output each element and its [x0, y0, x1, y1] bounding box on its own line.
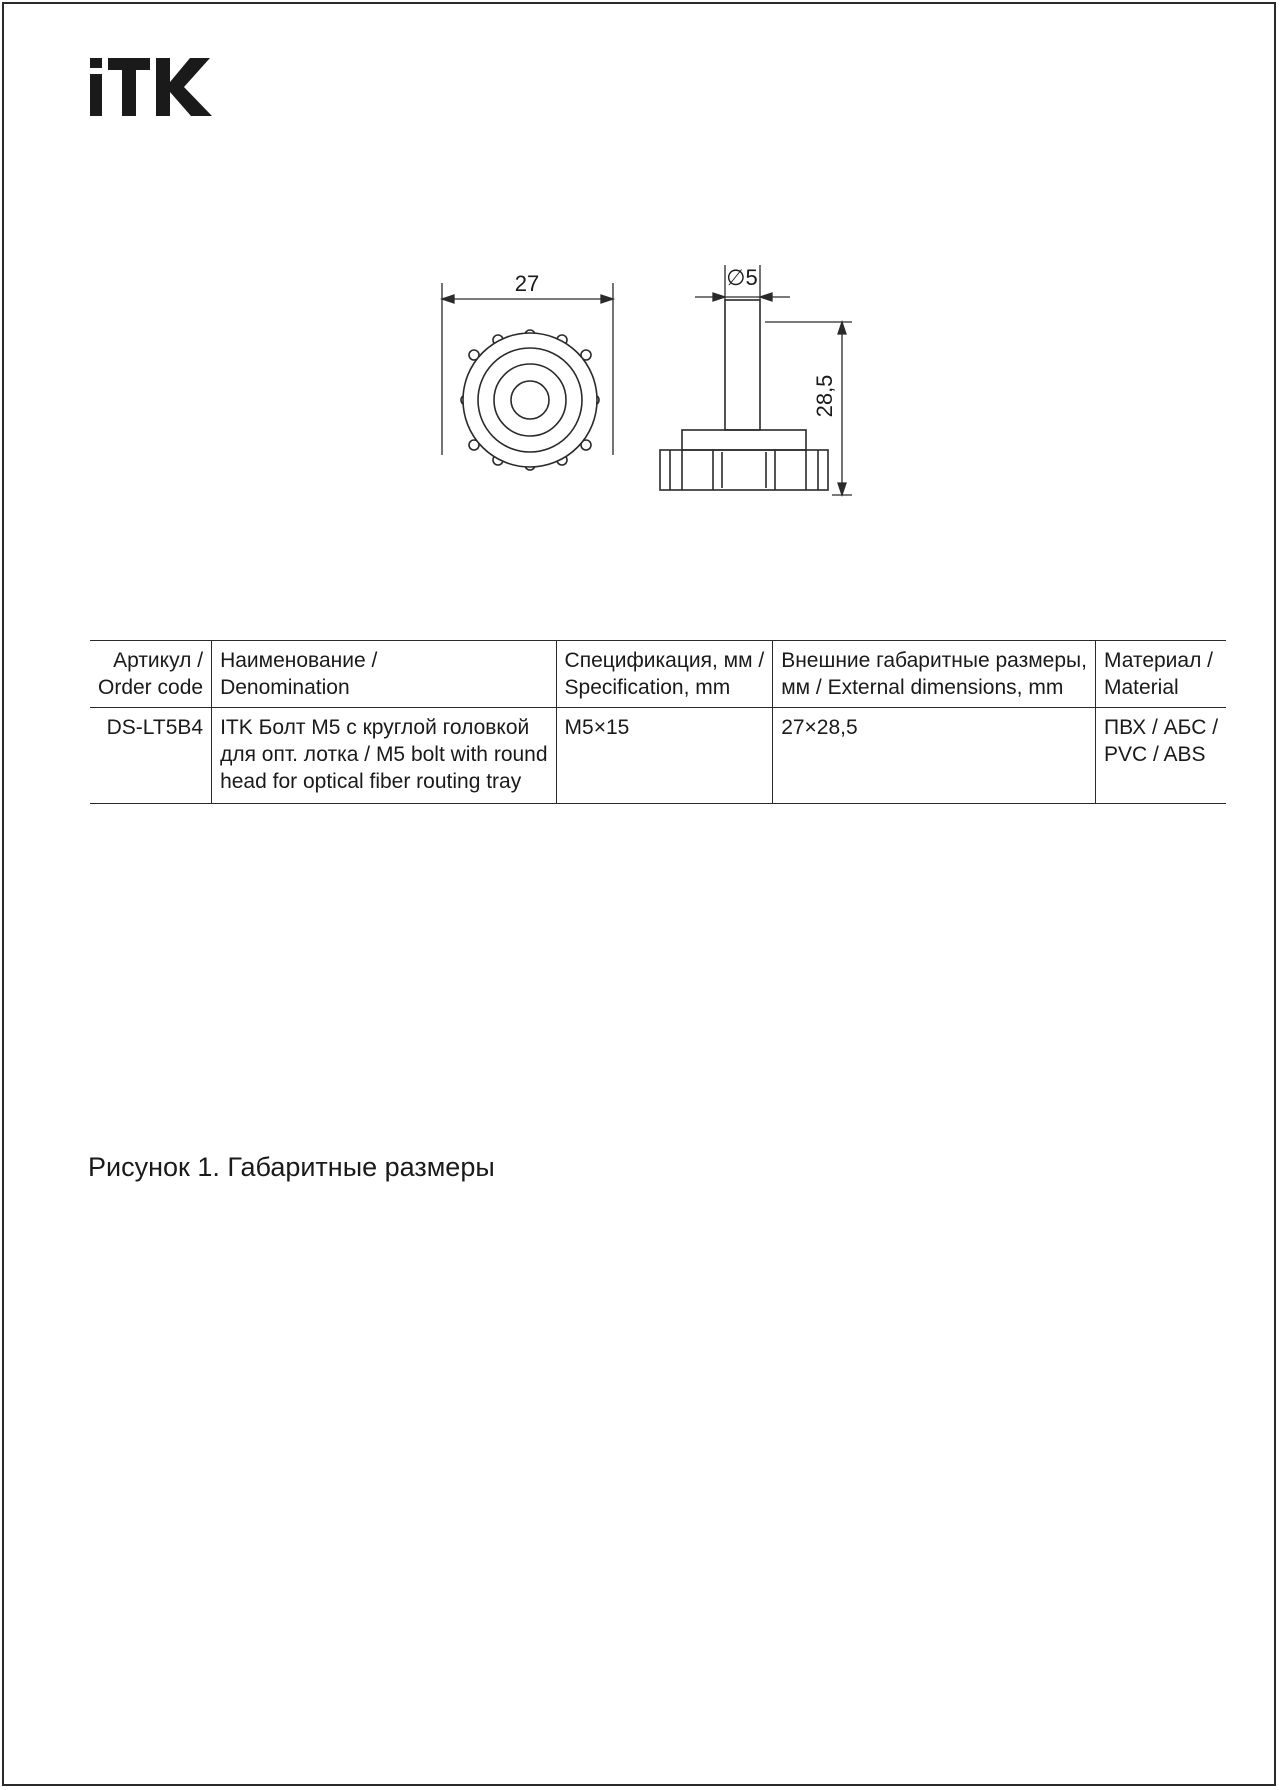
header-order-code: Артикул / Order code: [98, 649, 204, 699]
cell-specification: М5×15: [556, 708, 773, 804]
cell-material: ПВХ / АБС / PVC / ABS: [1095, 708, 1226, 804]
itk-logo: [90, 58, 214, 116]
front-view: [461, 330, 599, 470]
header-external-dimensions: Внешние габаритные размеры, мм / External dimensions, mm: [773, 641, 1096, 708]
diameter-dimension-label: ∅5: [726, 265, 758, 290]
height-dimension: [765, 322, 852, 495]
side-view: [660, 300, 828, 490]
itk-logo-graphic: [90, 58, 214, 116]
cell-denomination: ITK Болт М5 с круглой головкой для опт. лотка / M5 bolt with round head for optical fiber routing tray: [212, 708, 556, 804]
table-header-row: [90, 641, 1226, 708]
spec-table: [90, 640, 1226, 804]
height-dimension-label: 28,5: [812, 374, 837, 418]
figure-caption: Рисунок 1. Габаритные размеры: [88, 1152, 495, 1182]
header-material: Материал / Material: [1095, 641, 1226, 708]
table-row: [90, 708, 1226, 804]
cell-external-dimensions: 27×28,5: [773, 708, 1096, 804]
header-specification: Спецификация, мм / Specification, mm: [556, 641, 773, 708]
dimension-drawing: [420, 255, 880, 515]
width-dimension-label: 27: [514, 271, 540, 296]
cell-order-code: DS-LT5B4: [106, 716, 204, 739]
header-denomination: Наименование / Denomination: [212, 641, 556, 708]
